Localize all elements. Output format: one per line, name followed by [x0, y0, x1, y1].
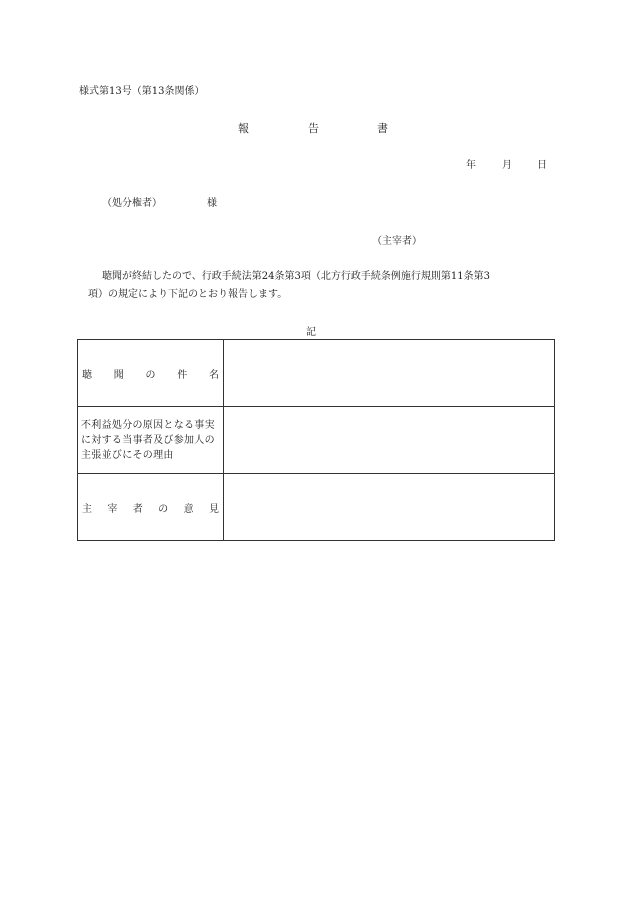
date-month-label: 月 — [502, 160, 512, 171]
claims-label-text: 不利益処分の原因となる事実に対する当事者及び参加人の主張並びにその理由 — [81, 419, 215, 461]
table-row — [78, 340, 555, 407]
label-char: 者 — [132, 503, 143, 515]
label-char: 聞 — [113, 369, 124, 381]
label-char: 見 — [208, 503, 219, 515]
claims-value — [224, 407, 555, 474]
body-paragraph — [80, 268, 558, 304]
addressee: （処分権者） — [102, 198, 162, 209]
label-char: 宰 — [107, 503, 118, 515]
body-line-2: 項）の規定により下記のとおり報告します。 — [88, 289, 288, 300]
label-char: 名 — [209, 369, 219, 381]
form-number: 様式第13号（第13条関係） — [79, 86, 205, 97]
presider: （主宰者） — [372, 236, 422, 247]
body-line-1: 聴聞が終結したので、行政手続法第24条第3項（北方行政手続条例施行規則第11条第3 — [102, 271, 490, 282]
label-char: の — [158, 503, 169, 515]
title-char-1: 報 — [238, 122, 249, 135]
date-line — [0, 156, 630, 170]
ki-heading: 記 — [306, 327, 316, 338]
table-row — [78, 474, 555, 541]
date-day-label: 日 — [537, 160, 547, 171]
title-char-2: 告 — [308, 122, 319, 135]
presider-opinion-label — [78, 474, 224, 541]
date-year-label: 年 — [466, 160, 476, 171]
label-char: 主 — [82, 503, 92, 515]
document-title — [0, 120, 630, 134]
claims-label — [78, 407, 224, 474]
title-char-3: 書 — [377, 122, 388, 135]
honorific: 様 — [207, 198, 217, 209]
label-char: 意 — [183, 503, 194, 515]
label-char: の — [145, 369, 156, 381]
label-char: 聴 — [82, 369, 92, 381]
report-table — [77, 339, 555, 541]
hearing-subject-label — [78, 340, 224, 407]
label-char: 件 — [177, 369, 188, 381]
presider-opinion-value — [224, 474, 555, 541]
hearing-subject-value — [224, 340, 555, 407]
table-row — [78, 407, 555, 474]
